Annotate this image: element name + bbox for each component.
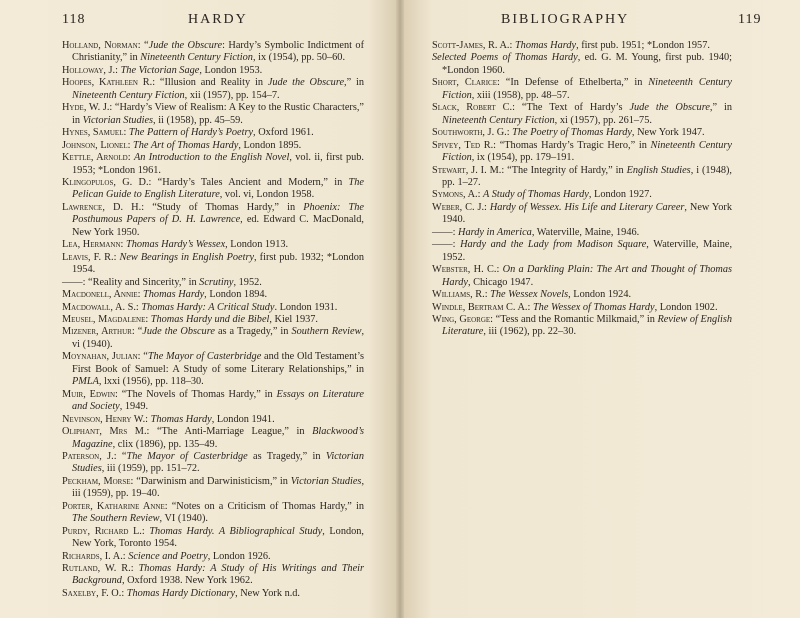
entry-author: Lea, Hermann: [62, 239, 121, 251]
entry-author: Richards, I. A.: [62, 550, 123, 562]
bibliography-entry: [432, 52, 732, 77]
entry-text: :: [127, 152, 134, 164]
entry-title: English Studies: [626, 164, 691, 176]
entry-text: , New York n.d.: [235, 587, 301, 599]
entry-text: :: [145, 413, 151, 425]
bibliography-entry: [62, 551, 364, 563]
entry-text: :: [113, 251, 120, 263]
entry-author: Saxelby, F. O.: [62, 587, 122, 599]
entry-title: Thomas Hardy Dictionary: [126, 587, 236, 599]
entry-text: : “Hardy’s Tales Ancient and Modern,” in: [148, 176, 349, 188]
entry-text: , Oxford 1961.: [253, 127, 314, 139]
entry-text: , Kiel 1937.: [269, 313, 319, 325]
entry-title: Blackwood’s Magazine: [72, 426, 364, 450]
bibliography-entry: [432, 264, 732, 289]
entry-author: Porter, Katharine Anne: [62, 500, 165, 512]
entry-text: , London 1924.: [568, 289, 632, 301]
entry-author: Rutland, W. R.: [62, 563, 131, 575]
bibliography-entry: [62, 289, 364, 301]
entry-author: Hoopes, Kathleen R.: [62, 77, 153, 89]
entry-text: : “The Anti-Marriage League,” in: [146, 426, 313, 438]
running-title: HARDY: [188, 12, 248, 27]
bibliography-entry: [62, 563, 364, 588]
entry-text: , London 1902.: [654, 301, 718, 313]
entry-author: Muir, Edwin: [62, 388, 115, 400]
entry-author: Johnson, Lionel: [62, 139, 128, 151]
entry-title: Jude the Obscure: [148, 40, 223, 51]
bibliography-entry: [62, 314, 364, 326]
bibliography-entry: [62, 588, 364, 600]
entry-author: Slack, Robert C.: [432, 102, 513, 114]
entry-text: :: [145, 313, 151, 325]
entry-title: Victorian Studies: [72, 450, 364, 475]
entry-text: :: [127, 139, 134, 151]
entry-title: Nineteenth Century Fiction: [442, 139, 732, 164]
entry-author: Macdonell, Annie: [62, 289, 138, 301]
entry-text: :: [141, 525, 150, 537]
entry-author: Hynes, Samuel: [62, 127, 124, 139]
entry-author: Stewart, J. I. M.: [432, 164, 502, 176]
entry-text: , London 1941.: [211, 413, 275, 425]
entry-text: ——:: [432, 239, 461, 251]
entry-title: On a Darkling Plain: The Art and Thought of Thomas Hardy: [442, 264, 733, 288]
entry-text: , first pub. 1932; *London 1954.: [72, 251, 365, 276]
bibliography-entry: [62, 40, 364, 65]
entry-text: , ed. G. M. Young, first pub. 1940; *London 1960.: [442, 52, 732, 76]
entry-text: , lxxi (1956), pp. 118–30.: [98, 376, 204, 388]
entry-author: Peckham, Morse: [62, 475, 131, 487]
entry-title: The Mayor of Casterbridge: [126, 450, 248, 462]
entry-title: Thomas Hardy: [514, 40, 577, 51]
entry-text: : “In Defense of Ethelberta,” in: [497, 77, 649, 89]
entry-text: : “Thomas Hardy’s Tragic Hero,” in: [493, 139, 651, 151]
entry-text: :: [123, 127, 129, 139]
entry-text: ,” in: [709, 102, 733, 114]
bibliography-entry: [432, 102, 732, 127]
entry-text: , clix (1896), pp. 135–49.: [112, 438, 218, 450]
bibliography-entry: [432, 189, 732, 201]
bibliography-entry: [62, 252, 364, 277]
entry-text: , New York 1947.: [631, 127, 705, 139]
entry-text: : Hardy’s Symbolic Indictment of Christianity,” in: [72, 40, 364, 64]
entry-text: , Waterville, Maine, 1952.: [442, 239, 733, 263]
bibliography-entry: [432, 202, 732, 227]
entry-author: Meusel, Magdalene: [62, 313, 146, 325]
entry-author: Short, Clarice: [432, 77, 497, 89]
entry-text: : “The Novels of Thomas Hardy,” in: [115, 388, 277, 400]
entry-title: The Southern Review: [72, 513, 160, 525]
entry-text: , vol. ii, first pub. 1953; *London 1961.: [72, 152, 364, 176]
entry-text: , iii (1959), pp. 151–72.: [101, 463, 200, 475]
entry-author: Webster, H. C.: [432, 264, 497, 276]
entry-text: , vi (1940).: [72, 326, 365, 350]
bibliography-entry: [432, 140, 732, 165]
entry-text: , 1952.: [233, 276, 262, 288]
entry-text: , first pub. 1951; *London 1957.: [576, 40, 710, 51]
entry-title: PMLA: [72, 376, 99, 388]
entry-text: , London 1926.: [207, 550, 271, 562]
entry-text: :: [130, 563, 139, 575]
entry-title: Thomas Hardy: [150, 413, 212, 425]
entry-text: , xii (1957), pp. 154–7.: [184, 89, 280, 101]
entry-author: Weber, C. J.: [432, 201, 485, 213]
entry-title: New Bearings in English Poetry: [119, 251, 255, 263]
entry-author: Oliphant, Mrs M.: [62, 426, 147, 438]
entry-text: , iii (1962), pp. 22–30.: [483, 326, 577, 338]
entry-text: , London 1895.: [238, 139, 302, 151]
entry-text: : “: [137, 351, 148, 363]
entry-author: Klingopulos, G. D.: [62, 176, 149, 188]
bibliography-entry: [62, 239, 364, 251]
bibliography-entry: [432, 302, 732, 314]
entry-title: Hardy in America: [458, 226, 532, 238]
entry-text: , i (1948), pp. 1–27.: [442, 164, 733, 188]
bibliography-entry: [62, 351, 364, 388]
bibliography-entry: [62, 65, 364, 77]
entry-author: Williams, R.: [432, 289, 485, 301]
entry-title: Thomas Hardy: [143, 289, 205, 301]
bibliography-entry: [62, 389, 364, 414]
entry-title: A Study of Thomas Hardy: [483, 189, 589, 201]
bibliography-entry: [62, 127, 364, 139]
entry-title: Nineteenth Century Fiction: [442, 114, 555, 126]
bibliography-entry: [62, 202, 364, 239]
entry-text: as Tragedy,” in: [247, 450, 326, 462]
entry-title: The Pelican Guide to English Literature: [72, 176, 364, 201]
entry-title: The Poetry of Thomas Hardy: [512, 127, 632, 139]
bibliography-entry: [62, 302, 364, 314]
entry-title: Science and Poetry: [128, 550, 208, 562]
entry-title: Thomas Hardy und die Bibel: [150, 313, 270, 325]
entry-text: , London 1894.: [204, 289, 268, 301]
entry-text: , ed. Edward C. MacDonald, New York 1950.: [72, 214, 364, 238]
entry-text: , ix (1954), pp. 179–191.: [471, 152, 575, 164]
bibliography-entry: [62, 102, 364, 127]
entry-title: Nineteenth Century Fiction: [72, 89, 185, 101]
entry-title: Phoenix: The Posthumous Papers of D. H. Lawrence: [72, 201, 364, 226]
entry-text: :: [120, 239, 126, 251]
entry-text: , London 1953.: [199, 64, 263, 76]
bibliography-entry: [62, 501, 364, 526]
entry-text: . London 1931.: [274, 301, 338, 313]
entry-author: Lawrence, D. H.: [62, 201, 142, 213]
entry-text: ,” in: [344, 77, 364, 89]
entry-text: , Chicago 1947.: [467, 276, 534, 288]
entry-title: Nineteenth Century Fiction: [140, 52, 253, 64]
entry-text: , xi (1957), pp. 261–75.: [554, 114, 652, 126]
entry-text: :: [121, 587, 127, 599]
page-number: 119: [738, 12, 762, 27]
entry-title: Jude the Obscure: [142, 326, 215, 338]
bibliography-list: [432, 40, 732, 339]
bibliography-entry: [432, 227, 732, 239]
entry-text: , vol. vi, London 1958.: [219, 189, 315, 201]
entry-text: ——:: [432, 226, 459, 238]
bibliography-entry: [62, 476, 364, 501]
bibliography-entry: [432, 127, 732, 139]
bibliography-entry: [62, 426, 364, 451]
entry-text: , Waterville, Maine, 1946.: [531, 226, 640, 238]
entry-text: :: [527, 301, 533, 313]
entry-author: Nevinson, Henry W.: [62, 413, 146, 425]
bibliography-list: [62, 40, 364, 600]
bibliography-entry: [62, 152, 364, 177]
entry-text: : “Hardy’s View of Realism: A Key to the Rustic Characters,” in: [72, 102, 365, 126]
entry-title: Selected Poems of Thomas Hardy: [432, 52, 578, 64]
entry-text: :: [484, 289, 491, 301]
entry-text: :: [135, 301, 142, 313]
entry-text: , ii (1958), pp. 45–59.: [153, 114, 243, 126]
entry-text: , New York 1940.: [442, 201, 732, 226]
entry-text: , Oxford 1938. New York 1962.: [121, 575, 253, 587]
bibliography-entry: [432, 289, 732, 301]
entry-text: :: [509, 40, 515, 51]
left-page: [0, 0, 398, 618]
entry-text: :: [496, 264, 503, 276]
entry-title: Review of English Literature: [442, 313, 733, 338]
bibliography-entry: [432, 314, 732, 339]
entry-text: : “: [137, 40, 149, 51]
entry-author: Kettle, Arnold: [62, 152, 128, 164]
entry-text: : “Tess and the Romantic Milkmaid,” in: [490, 313, 658, 325]
entry-title: Thomas Hardy. A Bibliographical Study: [149, 525, 323, 537]
bibliography-entry: [432, 77, 732, 102]
entry-title: Nineteenth Century Fiction: [442, 77, 732, 101]
entry-author: Windle, Bertram C. A.: [432, 301, 528, 313]
entry-text: : “: [131, 326, 143, 338]
entry-title: Thomas Hardy: A Study of His Writings and Their Background: [72, 563, 365, 587]
entry-author: Wing, George: [432, 313, 491, 325]
entry-text: :: [506, 127, 513, 139]
entry-text: , London, New York, Toronto 1954.: [72, 525, 364, 550]
bibliography-entry: [62, 451, 364, 476]
entry-title: Jude the Obscure: [629, 102, 710, 114]
entry-title: The Victorian Sage: [120, 64, 200, 76]
entry-title: Southern Review: [291, 326, 362, 338]
entry-title: The Wessex of Thomas Hardy: [532, 301, 655, 313]
entry-title: Thomas Hardy’s Wessex: [125, 239, 226, 251]
bibliography-entry: [432, 239, 732, 264]
entry-author: Hyde, W. J.: [62, 102, 110, 114]
entry-text: , 1949.: [119, 401, 149, 413]
entry-author: Macdowall, A. S.: [62, 301, 136, 313]
bibliography-entry: [62, 414, 364, 426]
entry-author: Purdy, Richard L.: [62, 525, 142, 537]
entry-title: Victorian Studies: [290, 475, 362, 487]
bibliography-entry: [62, 140, 364, 152]
entry-author: Paterson, J.: [62, 450, 114, 462]
running-title: BIBLIOGRAPHY: [501, 12, 630, 27]
entry-title: The Pattern of Hardy’s Poetry: [128, 127, 254, 139]
entry-author: Symons, A.: [432, 189, 478, 201]
entry-author: Mizener, Arthur: [62, 326, 132, 338]
entry-text: :: [477, 189, 484, 201]
entry-text: as a Tragedy,” in: [214, 326, 292, 338]
page-number: 118: [62, 12, 86, 27]
entry-text: ——: “Reality and Sincerity,” in: [62, 276, 200, 288]
entry-author: Scott-James, R. A.: [432, 40, 510, 51]
bibliography-entry: [62, 326, 364, 351]
entry-title: The Wessex Novels: [490, 289, 569, 301]
entry-title: Hardy of Wessex. His Life and Literary Career: [489, 201, 685, 213]
entry-title: Hardy and the Lady from Madison Square: [460, 239, 647, 251]
entry-text: : “Study of Thomas Hardy,” in: [141, 201, 304, 213]
entry-title: Jude the Obscure: [267, 77, 345, 89]
entry-title: The Mayor of Casterbridge: [147, 351, 262, 363]
entry-author: Southworth, J. G.: [432, 127, 507, 139]
entry-title: The Art of Thomas Hardy: [133, 139, 239, 151]
entry-text: :: [484, 201, 490, 213]
entry-text: , xiii (1958), pp. 48–57.: [471, 89, 570, 101]
bibliography-entry: [432, 165, 732, 190]
entry-author: Leavis, F. R.: [62, 251, 114, 263]
entry-text: :: [137, 289, 144, 301]
entry-text: , London 1927.: [588, 189, 652, 201]
entry-author: Spivey, Ted R.: [432, 139, 494, 151]
entry-author: Holloway, J.: [62, 64, 116, 76]
entry-author: Holland, Norman: [62, 40, 138, 51]
bibliography-entry: [62, 177, 364, 202]
entry-title: Victorian Studies: [82, 114, 154, 126]
entry-author: Moynahan, Julian: [62, 351, 138, 363]
entry-text: : “The Text of Hardy’s: [512, 102, 630, 114]
entry-text: , London 1913.: [225, 239, 289, 251]
entry-text: : “Darwinism and Darwinisticism,” in: [130, 475, 291, 487]
right-page: [402, 0, 800, 618]
entry-text: : “Notes on a Criticism of Thomas Hardy,” in: [164, 500, 364, 512]
entry-title: Scrutiny: [199, 276, 234, 288]
entry-text: , iii (1959), pp. 19–40.: [72, 475, 365, 500]
entry-title: Essays on Literature and Society: [72, 388, 364, 413]
entry-text: , VI (1940).: [159, 513, 208, 525]
entry-text: and the Old Testament’s First Book of Samuel: A Study of some Literary Relationships,” in: [72, 351, 364, 375]
entry-text: , ix (1954), pp. 50–60.: [252, 52, 346, 64]
bibliography-entry: [62, 526, 364, 551]
entry-title: Thomas Hardy: A Critical Study: [141, 301, 275, 313]
entry-text: : “Illusion and Reality in: [152, 77, 268, 89]
entry-text: : “The Integrity of Hardy,” in: [501, 164, 627, 176]
entry-text: :: [122, 550, 129, 562]
entry-text: : “: [113, 450, 127, 462]
entry-title: An Introduction to the English Novel: [133, 152, 290, 164]
entry-text: :: [115, 64, 121, 76]
bibliography-entry: [62, 77, 364, 102]
bibliography-entry: [432, 40, 732, 52]
bibliography-entry: [62, 277, 364, 289]
